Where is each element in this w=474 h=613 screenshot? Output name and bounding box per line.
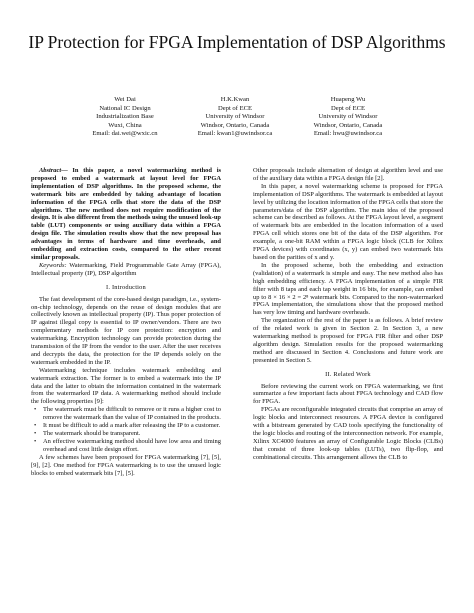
author-affiliation: Industrialization Base: [96, 113, 154, 121]
author-location: Windsor, Ontario, Canada: [200, 121, 270, 129]
bullet-icon: •: [34, 437, 37, 445]
list-item-text: The watermark should be transparent.: [43, 430, 141, 437]
abstract: Abstract— In this paper, a novel watermarking method is proposed to embed a watermark at layout level for FPGA implementation of DSP algorithms. In the proposed scheme, the watermark bits are embedded by taking advantage of location information of the FPGA cells that store the data of the DSP algorithms. The new method does not require modification of the design. It is also different from the methods using the unused look-up table (LUT) components or using auxiliary data within a FPGA design file. The simulation results show that the new proposal has advantages in terms of hardware and time overheads, and embedding and extraction costs, compared to the other recent similar proposals.: [31, 167, 222, 261]
right-paragraph-6: FPGAs are reconfigurable integrated circuits that comprise an array of logic blocks and interconnect resources. A FPGA device is configured with a bitstream generated by CAD tools specifying the functionality of the logic blocks and routing of the interconnection network. For example, Xilinx XC4000 features an array of Configurable Logic Blocks (CLBs) that consist of three look-up tables (LUTs), two flip-flop, and combinational circuits. This arrangement allows the CLB to: [253, 406, 443, 461]
abstract-text: In this paper, a novel watermarking method is proposed to embed a watermark at layout level for FPGA implementation of DSP algorithms. In the proposed scheme, the watermark bits are embedded by taking advantage of location information of the FPGA cells that store the data of the DSP algorithms. The new method does not require modification of the design. It is also different from the methods using the unused look-up table (LUT) components or using auxiliary data within a FPGA design file. The simulation results show that the new proposal has advantages in terms of hardware and time overheads, and embedding and extraction costs, compared to the other recent similar proposals.: [31, 167, 222, 261]
author-affiliation: Dept of ECE: [330, 104, 366, 112]
right-column: [253, 167, 443, 462]
author-email: Email: hwu@uwindsor.ca: [313, 130, 383, 138]
section-heading-related-work: II. Related Work: [325, 370, 371, 378]
right-paragraph-4: The organization of the rest of the paper is as follows. A brief review of the related work is given in Section 2. In Section 3, a new watermarking method is proposed for FPGA FIR filter and other DSP algorithm design. Simulation results for the proposed watermarking method are discussed in Section 4. Conclusions and future work are presented in Section 5.: [253, 317, 443, 364]
author-affiliation: Dept of ECE: [217, 104, 253, 112]
left-column: [31, 167, 221, 477]
author-location: Windsor, Ontario, Canada: [313, 121, 383, 129]
right-paragraph-1: Other proposals include alternation of design at algorithm level and use of the auxiliary data within a FPGA design file [2].: [253, 167, 443, 182]
keywords-label: Keywords:: [39, 261, 67, 269]
right-paragraph-3: In the proposed scheme, both the embedding and extraction (validation) of a watermark is simple and easy. The new method also has high embedding efficiency. A FPGA implementation of a simple FIR filter with 8 taps and each tap weight in 16 bits, for example, can embed up to 8 × 16 × 2 = 2⁸ watermark bits. Compared to the non-watermarked FPGA implementation, the simulations show that the proposed method has very low timing and hardware overheads.: [253, 261, 443, 317]
author-name: Huapeng Wu: [330, 96, 366, 103]
author-location: Wuxi, China: [108, 121, 142, 129]
intro-paragraph-2: Watermarking technique includes watermark embedding and watermark extraction. The former is to embed a watermark into the IP data and the latter to obtain the information contained in the watermark from the watermarked IP data. A watermarking method should include the following properties [9]:: [31, 366, 221, 406]
bullet-icon: •: [34, 422, 37, 430]
author-affiliation: University of Windsor: [318, 113, 378, 121]
author-email: Email: kwan1@uwindsor.ca: [197, 130, 273, 138]
property-list: [31, 406, 221, 453]
author-affiliation: University of Windsor: [205, 113, 265, 121]
right-paragraph-5: Before reviewing the current work on FPGA watermarking, we first summarize a few important facts about FPGA technology and CAD flow for FPGA.: [253, 382, 443, 406]
author-block-2: [170, 96, 300, 139]
list-item-text: It must be difficult to add a mark after releasing the IP to a customer.: [43, 422, 221, 430]
list-item: [31, 438, 221, 454]
author-email: Email: dai.wei@wxic.cn: [92, 130, 158, 138]
bullet-icon: •: [34, 430, 37, 437]
abstract-label: Abstract: [39, 167, 62, 174]
list-item: [31, 422, 221, 430]
intro-paragraph-3: A few schemes have been proposed for FPGA watermarking [7], [5], [9], [2]. One method for FPGA watermarking is to use the unused logic blocks to embed watermark bits [7], [5].: [31, 453, 221, 477]
list-item: [31, 406, 221, 422]
keywords-text: Watermarking, Field Programmable Gate Array (FPGA), Intellectual property (IP), DSP algorithm: [31, 261, 221, 277]
right-paragraph-2: In this paper, a novel watermarking scheme is proposed for FPGA implementation of DSP algorithms. The watermark is embedded at layout level by utilizing the location information of the FPGA cells that store the parameters/data of the DSP algorithm. The main idea of the proposed scheme can be described as follows. At the FPGA layout level, a segment of watermark bits are embedded in the location information of a used FPGA cell which stores one bit of the data of the DSP algorithm. For example, a one-bit RAM within a FPGA logic block (CLB for Xilinx FPGA devices) with coordinates (x, y) can embed two watermark bits based on the parities of x and y.: [253, 182, 443, 261]
bullet-icon: •: [34, 406, 37, 414]
list-item: [31, 430, 221, 438]
keywords: [31, 262, 221, 278]
paper-title: IP Protection for FPGA Implementation of DSP Algorithms: [28, 32, 446, 52]
author-name: Wei Dai: [114, 96, 136, 103]
intro-paragraph-1: The fast development of the core-based design paradigm, i.e., system-on-chip technology, depends on the reuse of design modules that are collectively known as intellectual property (IP). Thus poper protection of IP against illegal copy is essential to IP owner/vendors. There are two complementary methods for IP core protection: encryption and watermarking. Encryption technology can provide protection during the transmission of the IP from the vendor to the user. After the user receives and decrypts the data, the protection for the IP depends solely on the watermark embedded in the IP.: [31, 295, 221, 366]
author-affiliation: National IC Design: [99, 104, 151, 112]
list-item-text: The watermark must be difficult to remove or it runs a higher cost to remove the watermark than the value of IP contained in the products.: [43, 406, 221, 422]
section-heading-introduction: I. Introduction: [106, 283, 146, 291]
author-name: H.K.Kwan: [220, 96, 250, 103]
author-block-3: [283, 96, 413, 139]
list-item-text: An effective watermarking method should have low area and timing overhead and cost little design effort.: [43, 437, 221, 453]
